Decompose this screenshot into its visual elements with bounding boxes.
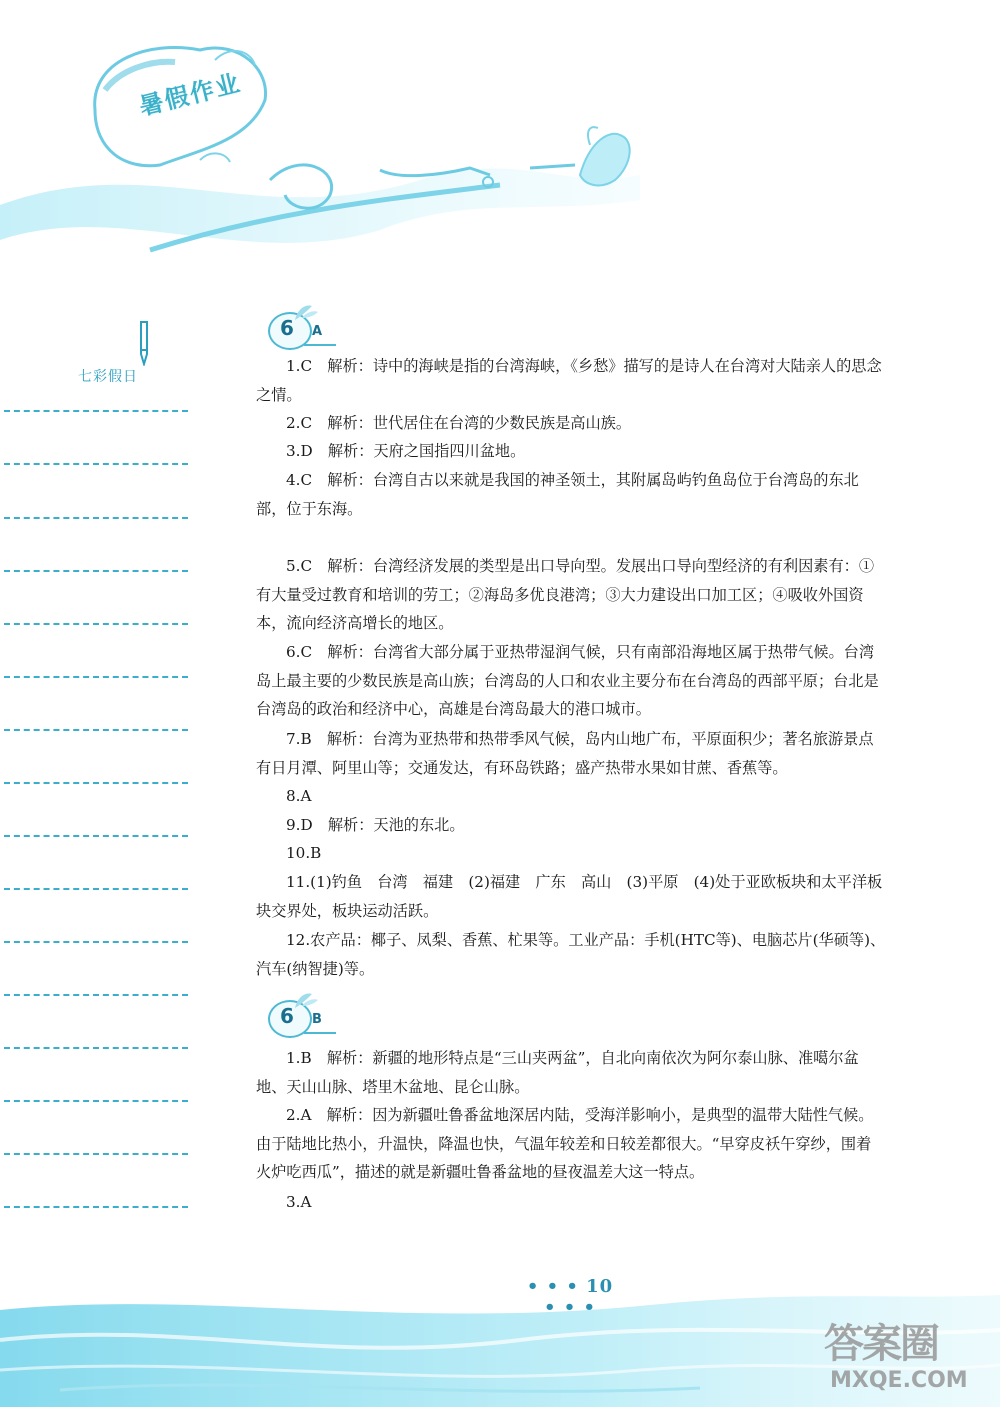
note-line (4, 888, 188, 890)
section-badge-6a (268, 308, 338, 348)
answer-item: 12.农产品：椰子、凤梨、香蕉、杧果等。工业产品：手机(HTC等)、电脑芯片(华硕等)、汽车(纳智捷)等。 (256, 931, 886, 978)
section-badge-6b (268, 996, 338, 1036)
answer-item: 4.C 解析：台湾自古以来就是我国的神圣领土，其附属岛屿钓鱼岛位于台湾岛的东北部，位于东海。 (256, 471, 859, 518)
answer-item: 6.C 解析：台湾省大部分属于亚热带湿润气候，只有南部沿海地区属于热带气候。台湾岛上最主要的少数民族是高山族；台湾岛的人口和农业主要分布在台湾岛的西部平原；台北是台湾岛的政治和经济中心，高雄是台湾岛最大的港口城市。 (256, 643, 879, 718)
note-line (4, 835, 188, 837)
pen-icon (137, 320, 151, 366)
badge-underline (304, 1032, 336, 1034)
header-title: 暑假作业 (136, 68, 245, 121)
note-line (4, 729, 188, 731)
page-number: • • • 10 • • • (526, 1276, 614, 1318)
section-number: 6 (280, 316, 294, 340)
note-line (4, 676, 188, 678)
note-line (4, 941, 188, 943)
answer-item: 9.D 解析：天池的东北。 (286, 816, 465, 834)
note-line (4, 623, 188, 625)
note-line (4, 1153, 188, 1155)
watermark-url: MXQE.COM (830, 1368, 968, 1393)
answer-item: 2.A 解析：因为新疆吐鲁番盆地深居内陆，受海洋影响小，是典型的温带大陆性气候。由于陆地比热小，升温快，降温也快，气温年较差和日较差都很大。“早穿皮袄午穿纱，围着火炉吃西瓜”，描述的就是新疆吐鲁番盆地的昼夜温差大这一特点。 (256, 1106, 874, 1181)
note-line (4, 410, 188, 412)
answer-item: 3.D 解析：天府之国指四川盆地。 (286, 442, 526, 460)
answer-item: 1.B 解析：新疆的地形特点是“三山夹两盆”，自北向南依次为阿尔泰山脉、准噶尔盆地、天山山脉、塔里木盆地、昆仑山脉。 (256, 1049, 859, 1096)
watermark-logo-text: 答案圈 (824, 1321, 938, 1367)
section-letter: A (312, 324, 323, 339)
flower-icon (290, 990, 320, 1012)
badge-underline (304, 344, 336, 346)
answer-item: 2.C 解析：世代居住在台湾的少数民族是高山族。 (286, 414, 632, 432)
note-line (4, 1100, 188, 1102)
note-line (4, 570, 188, 572)
answer-item: 5.C 解析：台湾经济发展的类型是出口导向型。发展出口导向型经济的有利因素有：①有大量受过教育和培训的劳工；②海岛多优良港湾；③大力建设出口加工区；④吸收外国资本，流向经济高增长的地区。 (256, 557, 875, 632)
header-decoration (0, 0, 1000, 260)
answer-item: 3.A (286, 1193, 312, 1211)
watermark (818, 1310, 978, 1405)
flower-icon (290, 302, 320, 324)
answer-item: 8.A (286, 787, 312, 805)
answer-item: 1.C 解析：诗中的海峡是指的台湾海峡，《乡愁》描写的是诗人在台湾对大陆亲人的思念之情。 (256, 357, 882, 404)
note-line (4, 1206, 188, 1208)
sidebar-label: 七彩假日 (78, 369, 138, 385)
answer-item: 7.B 解析：台湾为亚热带和热带季风气候，岛内山地广布，平原面积少；著名旅游景点有日月潭、阿里山等；交通发达，有环岛铁路；盛产热带水果如甘蔗、香蕉等。 (256, 730, 874, 777)
note-line (4, 782, 188, 784)
answer-item: 10.B (286, 844, 322, 862)
note-line (4, 1047, 188, 1049)
answer-item: 11.(1)钓鱼 台湾 福建 (2)福建 广东 高山 (3)平原 (4)处于亚欧板块和太平洋板块交界处，板块运动活跃。 (256, 873, 883, 920)
section-number: 6 (280, 1004, 294, 1028)
note-line (4, 463, 188, 465)
note-line (4, 994, 188, 996)
note-line (4, 517, 188, 519)
section-letter: B (312, 1012, 322, 1027)
